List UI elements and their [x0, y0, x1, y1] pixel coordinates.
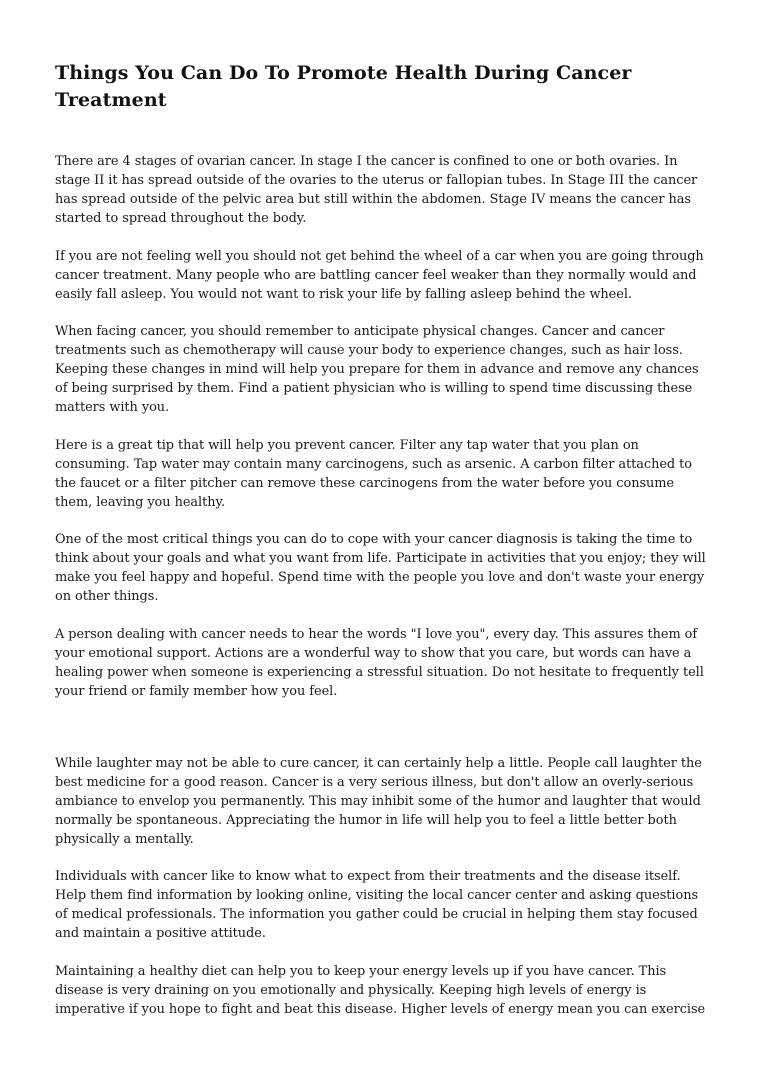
paragraph-laughter: While laughter may not be able to cure cancer, it can certainly help a little. People call laughter the best medicine for a good reason. Cancer is a very serious illness, but don't allow an overly-serious ambiance to envelop you permanently. This may inhibit some of the humor and laughter that would normally be spontaneous. Appreciating the humor in life will help you to feel a little better both physically a mentally. [55, 755, 702, 847]
paragraph-i-love-you: A person dealing with cancer needs to hear the words "I love you", every day. This assures them of your emotional support. Actions are a wonderful way to show that you care, but words can have a healing power when someone is experiencing a stressful situation. Do not hesitate to frequently tell your friend or family member how you feel. [55, 626, 704, 699]
paragraph-driving: If you are not feeling well you should not get behind the wheel of a car when you are going through cancer treatment. Many people who are battling cancer feel weaker than they normally would and easily fall asleep. You would not want to risk your life by falling asleep behind the wheel. [55, 248, 704, 302]
paragraph-healthy-diet: Maintaining a healthy diet can help you to keep your energy levels up if you have cancer. This disease is very draining on you emotionally and physically. Keeping high levels of energy is imperative if you hope to fight and beat this disease. Higher levels of energy mean you can exercise [55, 963, 706, 1017]
paragraph-tap-water: Here is a great tip that will help you prevent cancer. Filter any tap water that you plan on consuming. Tap water may contain many carcinogens, such as arsenic. A carbon filter attached to the faucet or a filter pitcher can remove these carcinogens from the water before you consume them, leaving you healthy. [55, 437, 692, 510]
document-title: Things You Can Do To Promote Health During Cancer Treatment [55, 62, 632, 111]
paragraph-information: Individuals with cancer like to know what to expect from their treatments and the disease itself. Help them find information by looking online, visiting the local cancer center and asking questions of medical professionals. The information you gather could be crucial in helping them stay focused and maintain a positive attitude. [55, 869, 699, 941]
paragraph-ovarian-stages: There are 4 stages of ovarian cancer. In stage I the cancer is confined to one or both ovaries. In stage II it has spread outside of the ovaries to the uterus or fallopian tubes. In Stage III the cancer has spread outside of the pelvic area but still within the abdomen. Stage IV means the cancer has started to spread throughout the body. [55, 154, 698, 226]
paragraph-physical-changes: When facing cancer, you should remember to anticipate physical changes. Cancer and cancer treatments such as chemotherapy will cause your body to experience changes, such as hair loss. Keeping these changes in mind will help you prepare for them in advance and remove any chances of being surprised by them. Find a patient physician who is willing to spend time discussing these matters with you. [55, 324, 699, 415]
paragraph-goals: One of the most critical things you can do to cope with your cancer diagnosis is taking the time to think about your goals and what you want from life. Participate in activities that you enjoy; they will make you feel happy and hopeful. Spend time with the people you love and don't waste your energy on other things. [55, 532, 706, 604]
